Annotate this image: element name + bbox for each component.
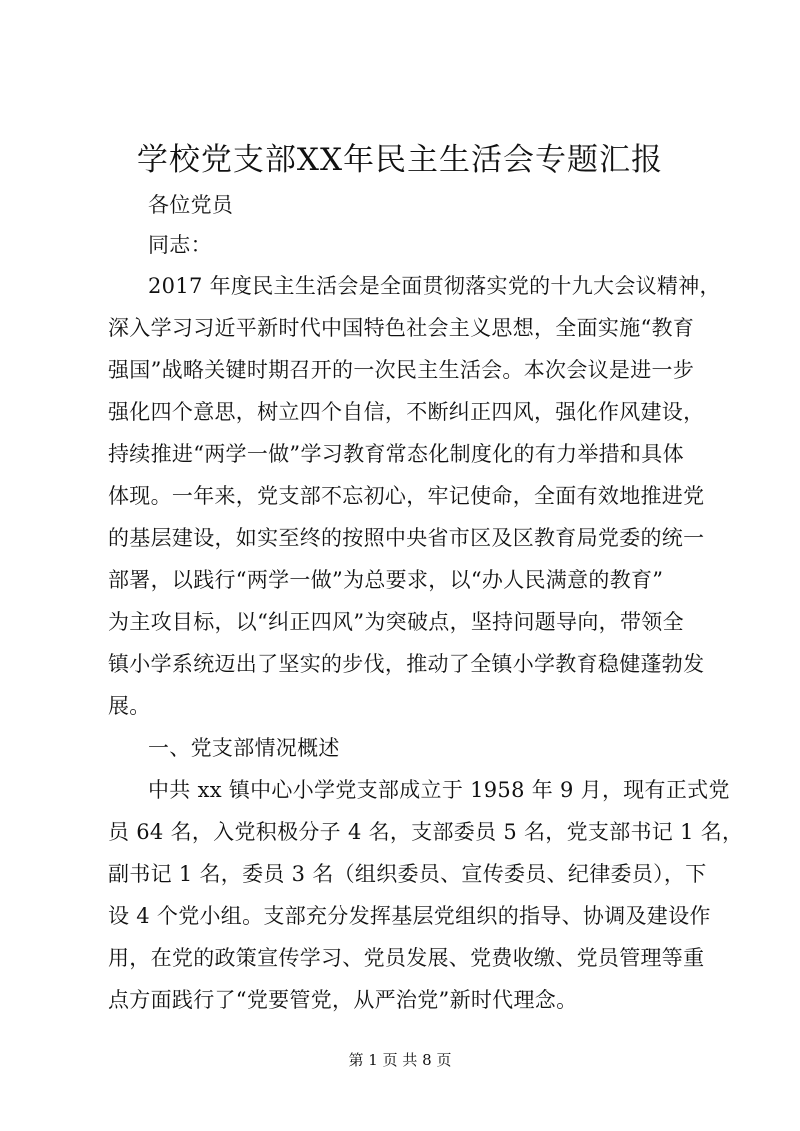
paragraph-line: 员 64 名，入党积极分子 4 名，支部委员 5 名，党支部书记 1 名， xyxy=(108,820,744,844)
salutation-line: 各位党员 xyxy=(148,193,234,217)
paragraph-line: 强国”战略关键时期召开的一次民主生活会。本次会议是进一步 xyxy=(108,358,695,382)
paragraph-line: 用，在党的政策宣传学习、党员发展、党费收缴、党员管理等重 xyxy=(108,946,705,970)
paragraph-line: 2017 年度民主生活会是全面贯彻落实党的十九大会议精神， xyxy=(148,274,721,298)
paragraph-line: 持续推进“两学一做”学习教育常态化制度化的有力举措和具体 xyxy=(108,442,684,466)
paragraph-line: 深入学习习近平新时代中国特色社会主义思想，全面实施“教育 xyxy=(108,316,695,340)
paragraph-line: 展。 xyxy=(108,694,151,718)
paragraph-line: 设 4 个党小组。支部充分发挥基层党组织的指导、协调及建设作 xyxy=(108,904,711,928)
paragraph-line: 为主攻目标，以“纠正四风”为突破点，坚持问题导向，带领全 xyxy=(108,610,684,634)
page-indicator: 第 1 页 共 8 页 xyxy=(348,1051,452,1069)
paragraph-line: 镇小学系统迈出了坚实的步伐，推动了全镇小学教育稳健蓬勃发 xyxy=(108,652,705,676)
document-title: 学校党支部XX年民主生活会专题汇报 xyxy=(136,142,664,178)
paragraph-line: 点方面践行了“党要管党，从严治党”新时代理念。 xyxy=(108,988,578,1012)
paragraph-line: 强化四个意思，树立四个自信，不断纠正四风，强化作风建设， xyxy=(108,400,705,424)
salutation-line: 同志： xyxy=(148,233,212,257)
section-heading: 一、党支部情况概述 xyxy=(148,736,340,760)
paragraph-line: 的基层建设，如实至终的按照中央省市区及区教育局党委的统一 xyxy=(108,526,705,550)
paragraph-line: 副书记 1 名，委员 3 名（组织委员、宣传委员、纪律委员），下 xyxy=(108,862,707,886)
paragraph-line: 体现。一年来，党支部不忘初心，牢记使命，全面有效地推进党 xyxy=(108,484,705,508)
paragraph-line: 部署，以践行“两学一做”为总要求，以“办人民满意的教育” xyxy=(108,568,664,592)
paragraph-line: 中共 xx 镇中心小学党支部成立于 1958 年 9 月，现有正式党 xyxy=(148,778,730,802)
